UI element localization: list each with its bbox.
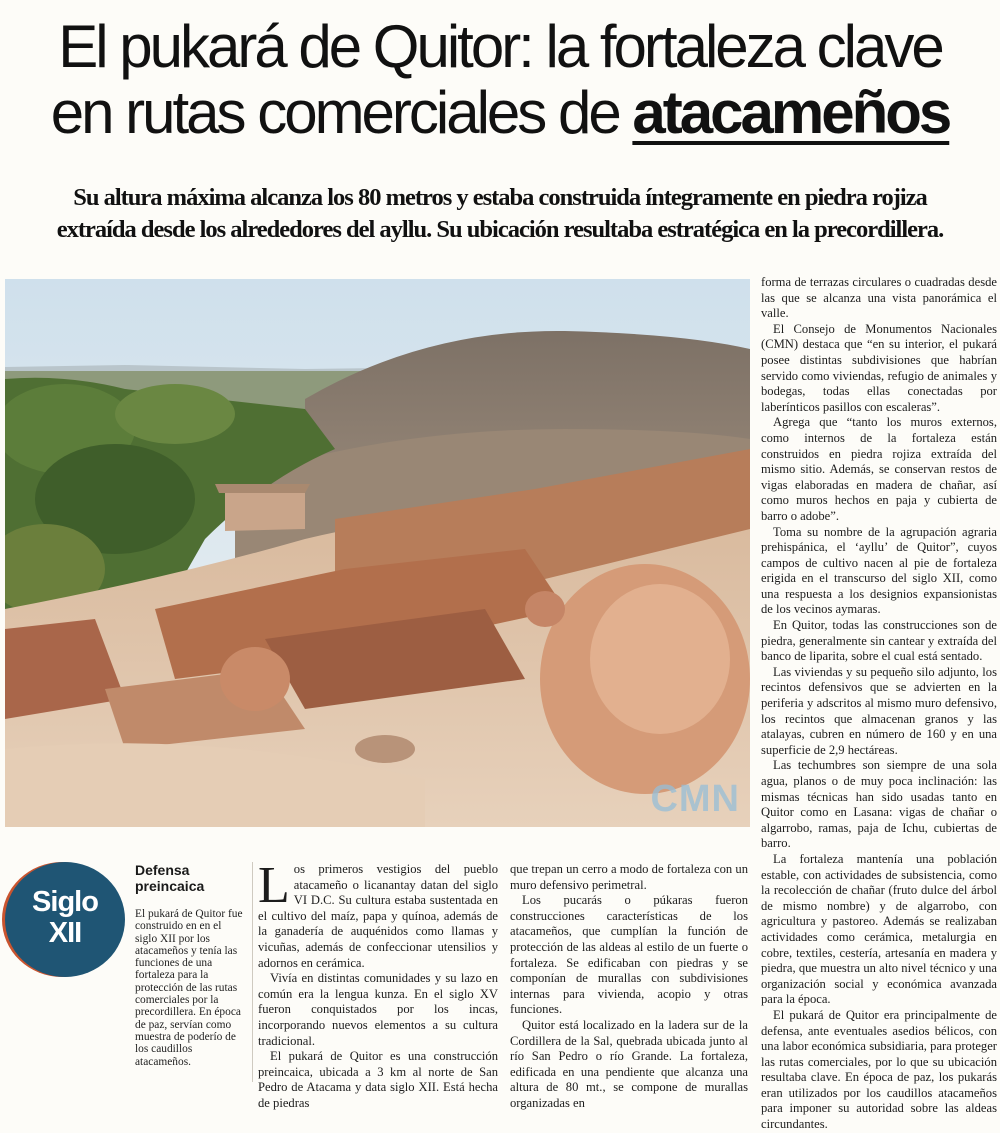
- sidebar-title: Defensa preincaica: [135, 862, 205, 894]
- century-badge-number: XII: [48, 917, 82, 949]
- fortress-photo-illustration: [5, 279, 750, 827]
- col1-paragraph-2: Vivía en distintas comunidades y su lazo en común era la lengua kunza. En el siglo XV fueron conquistados por los incas, incorporando nuevos elementos a su cultura tradicional.: [258, 971, 498, 1048]
- headline-line-2: [0, 80, 1000, 146]
- col3-paragraph-6: Las viviendas y su pequeño silo adjunto, los recintos defensivos que se advierten en la periferia y adscritos al mismo muro defensivo, los recintos que almacenan granos y las atalayas, cubren en número de 160 y en una superficie de 2,9 hectáreas.: [761, 664, 997, 757]
- headline-line-1: El pukará de Quitor: la fortaleza clave: [58, 13, 942, 80]
- fortress-photo: [5, 279, 750, 827]
- century-badge-label: Siglo: [32, 886, 98, 918]
- col3-paragraph-2: El Consejo de Monumentos Nacionales (CMN) destaca que “en su interior, el pukará posee distintas subdivisiones que habrían servido como viviendas, refugio de animales y bodegas, todas ellas conectadas por laberínticos pasillos con escaleras”.: [761, 321, 997, 414]
- col1-paragraph-3: El pukará de Quitor es una construcción preincaica, ubicada a 3 km al norte de San Pedro de Atacama y data siglo XII. Está hecha de piedras: [258, 1049, 498, 1110]
- drop-cap: L: [258, 857, 290, 914]
- article-column-3: [761, 275, 997, 1133]
- col3-paragraph-3: Agrega que “tanto los muros externos, como internos de la fortaleza están construidos en piedra rojiza extraída del mismo sitio. Además, se conservan restos de vigas elaboradas en madera de chañar, así como muros hechos en paja y cubierta de barro o adobe”.: [761, 415, 997, 523]
- col2-paragraph-1: que trepan un cerro a modo de fortaleza con un muro defensivo perimetral.: [510, 862, 748, 892]
- headline-emphasis: atacameños: [632, 79, 950, 146]
- headline: [0, 14, 1000, 146]
- sidebar-text: El pukará de Quitor fue construido en en el siglo XII por los atacameños y tenía las funciones de una fortaleza para la protección de las rutas comerciales por la precordillera. En época de paz, servían como muestra de poderío de los caudillos atacameños.: [135, 908, 243, 1068]
- century-badge: [5, 862, 125, 977]
- article-column-2: [510, 862, 748, 1112]
- col3-paragraph-4: Toma su nombre de la agrupación agraria prehispánica, el ‘ayllu’ de Quitor”, cuyos campos de cultivo nacen al pie de fortaleza erigida en el transcurso del siglo XII, como una respuesta a los designios expansionistas de los vecinos aymaras.: [761, 524, 997, 617]
- col1-paragraph-1: [258, 857, 498, 971]
- col3-paragraph-8: La fortaleza mantenía una población estable, con actividades de subsistencia, como la recolección de chañar (fruto dulce del árbol de mismo nombre) y de algarrobo, con agricultura y pastoreo. Además se realizaban actividades como cerámica, metalurgia en cobre, textiles, cestería, artesanía en madera y piedra, que muestra un alto nivel técnico y una organización social y económica avanzada para la época.: [761, 851, 997, 1007]
- headline-line-2-plain: en rutas comerciales de: [50, 79, 633, 146]
- col1-paragraph-1-text: os primeros vestigios del pueblo atacameño o licanantay datan del siglo VI D.C. Su cultura estaba sustentada en el cultivo del maíz, papa y quínoa, además de la ganadería de auquénidos como llamas y vicuñas, además de confeccionar utensilios y adornos en cerámica.: [258, 862, 498, 970]
- column-divider: [252, 862, 253, 1082]
- col3-paragraph-1: forma de terrazas circulares o cuadradas desde las que se alcanza una vista panorámica el valle.: [761, 275, 997, 321]
- deck: [10, 182, 990, 246]
- deck-line-2: extraída desde los alrededores del ayllu. Su ubicación resultaba estratégica en la precordillera.: [56, 216, 944, 243]
- col2-paragraph-3: Quitor está localizado en la ladera sur de la Cordillera de la Sal, quebrada ubicada junto al río San Pedro o río Grande. La fortaleza, edificada en una pendiente que alcanza una altura de 80 mt., se compone de murallas organizadas en: [510, 1017, 748, 1110]
- photo-watermark: CMN: [650, 778, 740, 820]
- col3-paragraph-9: El pukará de Quitor era principalmente de defensa, ante eventuales asedios bélicos, con una labor económica subsidiaria, para proteger las rutas comerciales, por lo que su ubicación resultaba clave. En época de paz, los pukarás eran utilizados por los caudillos atacameños para imponer su autoridad sobre las aldeas circundantes.: [761, 1007, 997, 1132]
- col3-paragraph-7: Las techumbres son siempre de una sola agua, planos o de muy poca inclinación: las mismas técnicas han sido usadas tanto en Quitor como en Lasana: vigas de chañar o algarrobo, ramas, paja de Ichu, cubiertas de barro.: [761, 758, 997, 851]
- deck-line-1: Su altura máxima alcanza los 80 metros y estaba construida íntegramente en piedra rojiza: [73, 184, 927, 211]
- col2-paragraph-2: Los pucarás o púkaras fueron construcciones características de los atacameños, que cumplían la función de protección de las aldeas al estilo de un fuerte o fortaleza. Se edificaban con piedras y se componían de murallas con subdivisiones internas para vivienda, acopio y otras funciones.: [510, 893, 748, 1017]
- col3-paragraph-5: En Quitor, todas las construcciones son de piedra, generalmente sin cantear y extraída del banco de liparita, sobre el cual está sentado.: [761, 618, 997, 664]
- article-column-1: [258, 857, 498, 1112]
